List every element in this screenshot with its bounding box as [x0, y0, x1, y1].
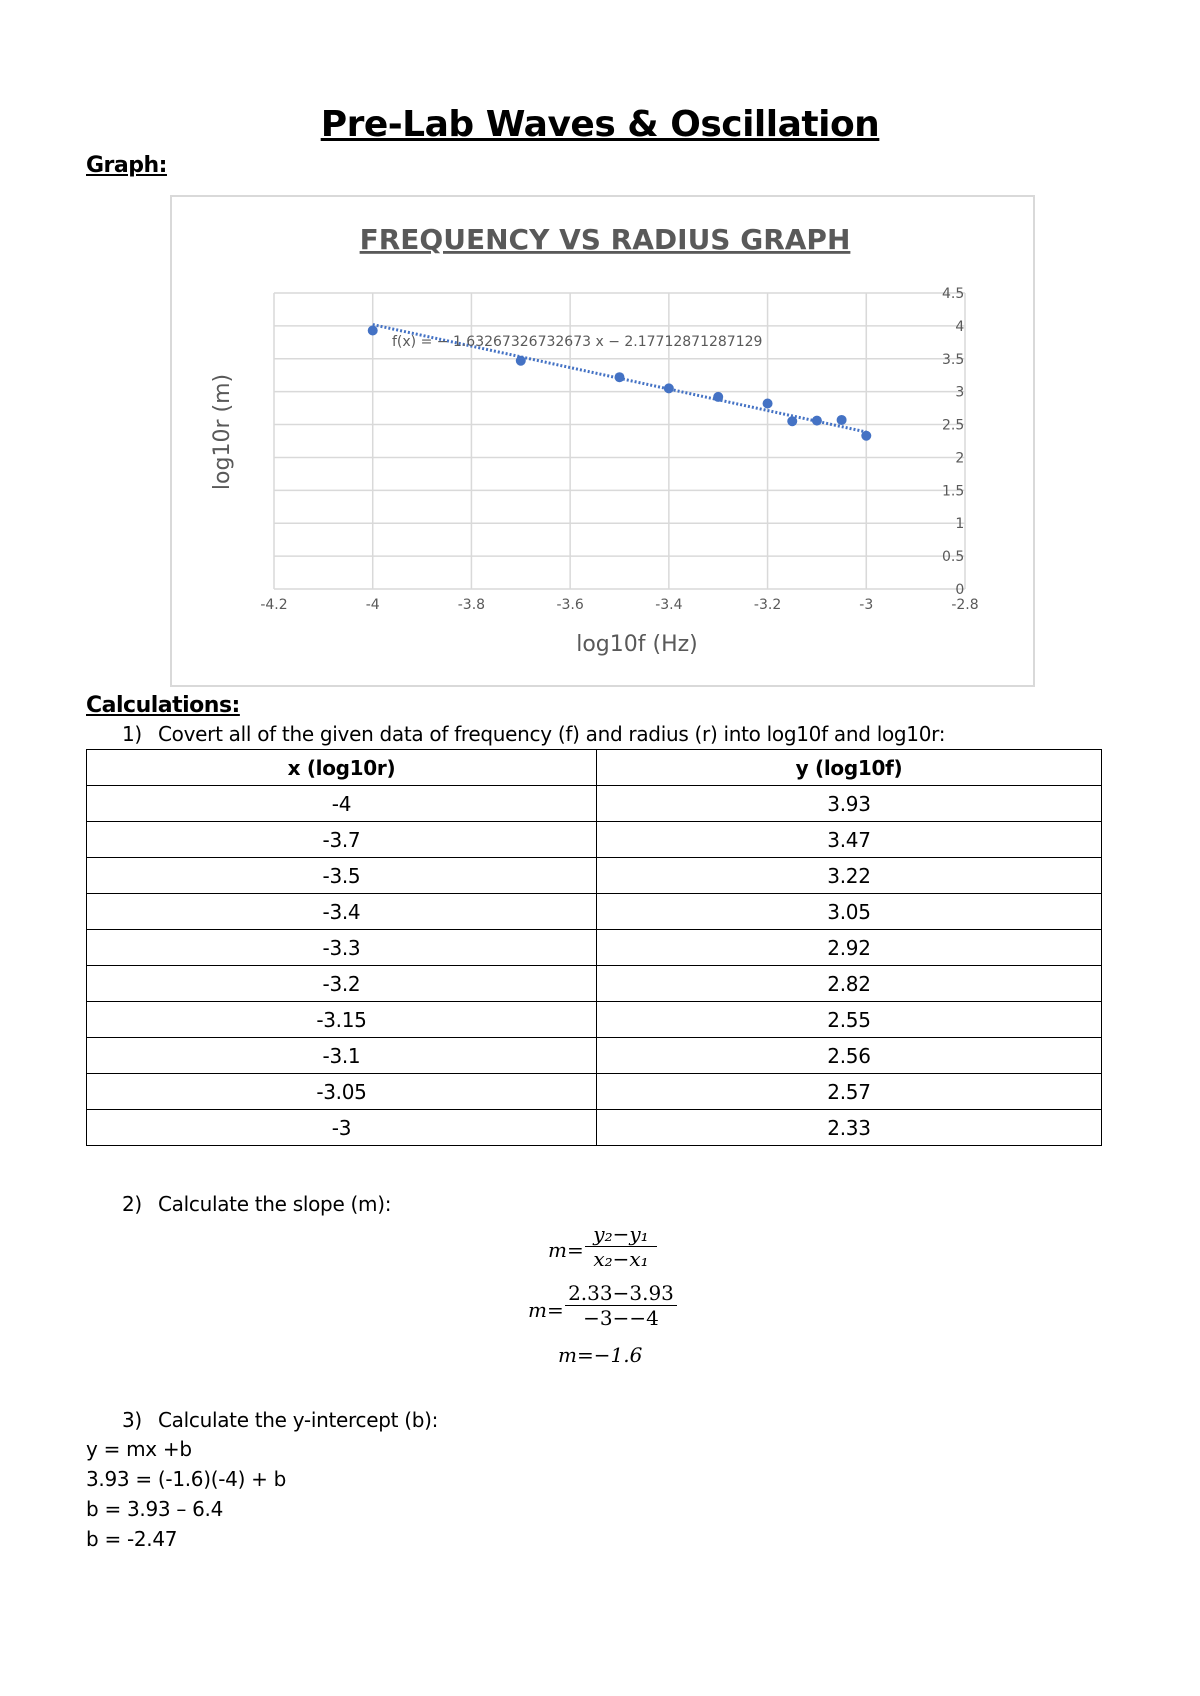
chart-frame	[170, 195, 1035, 687]
cell-x: -3	[87, 1110, 597, 1146]
cell-y: 3.93	[596, 786, 1101, 822]
step1-number: 1)	[122, 722, 142, 746]
table-row	[87, 786, 1102, 822]
cell-x: -4	[87, 786, 597, 822]
graph-heading: Graph:	[86, 153, 167, 178]
x-tick-labels	[260, 597, 978, 613]
y-tick-label: 0	[955, 582, 965, 598]
table-row	[87, 822, 1102, 858]
y-tick-label: 0.5	[942, 549, 965, 566]
cell-x: -3.5	[87, 858, 597, 894]
formula2-denominator: −3−−4	[565, 1305, 677, 1330]
chart-title: FREQUENCY VS RADIUS GRAPH	[359, 223, 851, 256]
x-tick-label: -4	[365, 597, 380, 613]
y-tick-labels	[942, 286, 964, 598]
intercept-line-4: b = -2.47	[86, 1527, 178, 1551]
cell-y: 2.56	[596, 1038, 1101, 1074]
data-point	[368, 325, 378, 335]
data-table	[86, 749, 1102, 1146]
step3-text: Calculate the y-intercept (b):	[158, 1408, 439, 1432]
table-row	[87, 966, 1102, 1002]
slope-result: m=−1.6	[558, 1343, 643, 1367]
cell-x: -3.15	[87, 1002, 597, 1038]
x-tick-label: -3.6	[556, 597, 584, 613]
table-row	[87, 1110, 1102, 1146]
data-point	[664, 383, 674, 393]
cell-y: 2.57	[596, 1074, 1101, 1110]
y-tick-label: 1	[955, 516, 965, 533]
cell-x: -3.3	[87, 930, 597, 966]
data-point	[763, 399, 773, 409]
intercept-line-2: 3.93 = (-1.6)(-4) + b	[86, 1467, 287, 1491]
data-point	[713, 392, 723, 402]
y-tick-label: 4.5	[942, 286, 965, 302]
data-point	[812, 416, 822, 426]
table-row	[87, 1002, 1102, 1038]
data-point	[861, 431, 871, 441]
y-tick-label: 1.5	[942, 483, 965, 500]
y-tick-label: 3	[955, 384, 965, 401]
document-title: Pre-Lab Waves & Oscillation	[320, 104, 880, 145]
cell-y: 3.22	[596, 858, 1101, 894]
step2-number: 2)	[122, 1192, 142, 1216]
x-tick-label: -3.2	[753, 597, 782, 613]
table-row	[87, 894, 1102, 930]
y-tick-label: 2	[955, 450, 965, 467]
scatter-chart	[172, 197, 1033, 685]
intercept-line-3: b = 3.93 – 6.4	[86, 1497, 224, 1521]
table-row	[87, 930, 1102, 966]
data-point	[615, 372, 625, 382]
formula-fraction	[585, 1222, 657, 1271]
cell-x: -3.2	[87, 966, 597, 1002]
cell-y: 3.47	[596, 822, 1101, 858]
x-tick-label: -3.4	[655, 597, 683, 613]
formula-numerator: y₂−y₁	[593, 1222, 649, 1246]
trendline-equation: f(x) = − 1.63267326732673 x − 2.17712871287129	[392, 334, 763, 350]
cell-x: -3.1	[87, 1038, 597, 1074]
y-tick-label: 3.5	[942, 351, 965, 368]
cell-y: 2.55	[596, 1002, 1101, 1038]
y-tick-label: 2.5	[942, 417, 965, 434]
cell-x: -3.4	[87, 894, 597, 930]
cell-y: 2.33	[596, 1110, 1101, 1146]
cell-y: 2.92	[596, 930, 1101, 966]
table-row	[87, 1074, 1102, 1110]
x-tick-label: -2.8	[951, 597, 979, 613]
cell-y: 3.05	[596, 894, 1101, 930]
formula2-fraction	[565, 1281, 677, 1330]
data-point	[837, 415, 847, 425]
data-point	[787, 416, 797, 426]
data-point	[516, 356, 526, 366]
cell-y: 2.82	[596, 966, 1101, 1002]
intercept-line-1: y = mx +b	[86, 1437, 192, 1461]
step2-text: Calculate the slope (m):	[158, 1192, 392, 1216]
formula2-lhs: m=	[528, 1298, 564, 1322]
column-header-y: y (log10f)	[596, 750, 1101, 786]
y-tick-label: 4	[955, 318, 965, 335]
x-axis-label: log10f (Hz)	[576, 632, 698, 657]
formula-denominator: x₂−x₁	[585, 1246, 657, 1271]
table-row	[87, 858, 1102, 894]
x-tick-label: -3	[859, 597, 874, 613]
calculations-heading: Calculations:	[86, 693, 240, 718]
cell-x: -3.05	[87, 1074, 597, 1110]
formula2-numerator: 2.33−3.93	[568, 1281, 674, 1305]
column-header-x: x (log10r)	[87, 750, 597, 786]
table-header-row	[87, 750, 1102, 786]
y-axis-label: log10r (m)	[210, 373, 235, 491]
x-tick-label: -4.2	[260, 597, 288, 613]
cell-x: -3.7	[87, 822, 597, 858]
step3-number: 3)	[122, 1408, 142, 1432]
step1-text: Covert all of the given data of frequency (f) and radius (r) into log10f and log10r:	[158, 722, 946, 746]
table-row	[87, 1038, 1102, 1074]
formula-lhs: m=	[548, 1238, 584, 1262]
x-tick-label: -3.8	[457, 597, 486, 613]
